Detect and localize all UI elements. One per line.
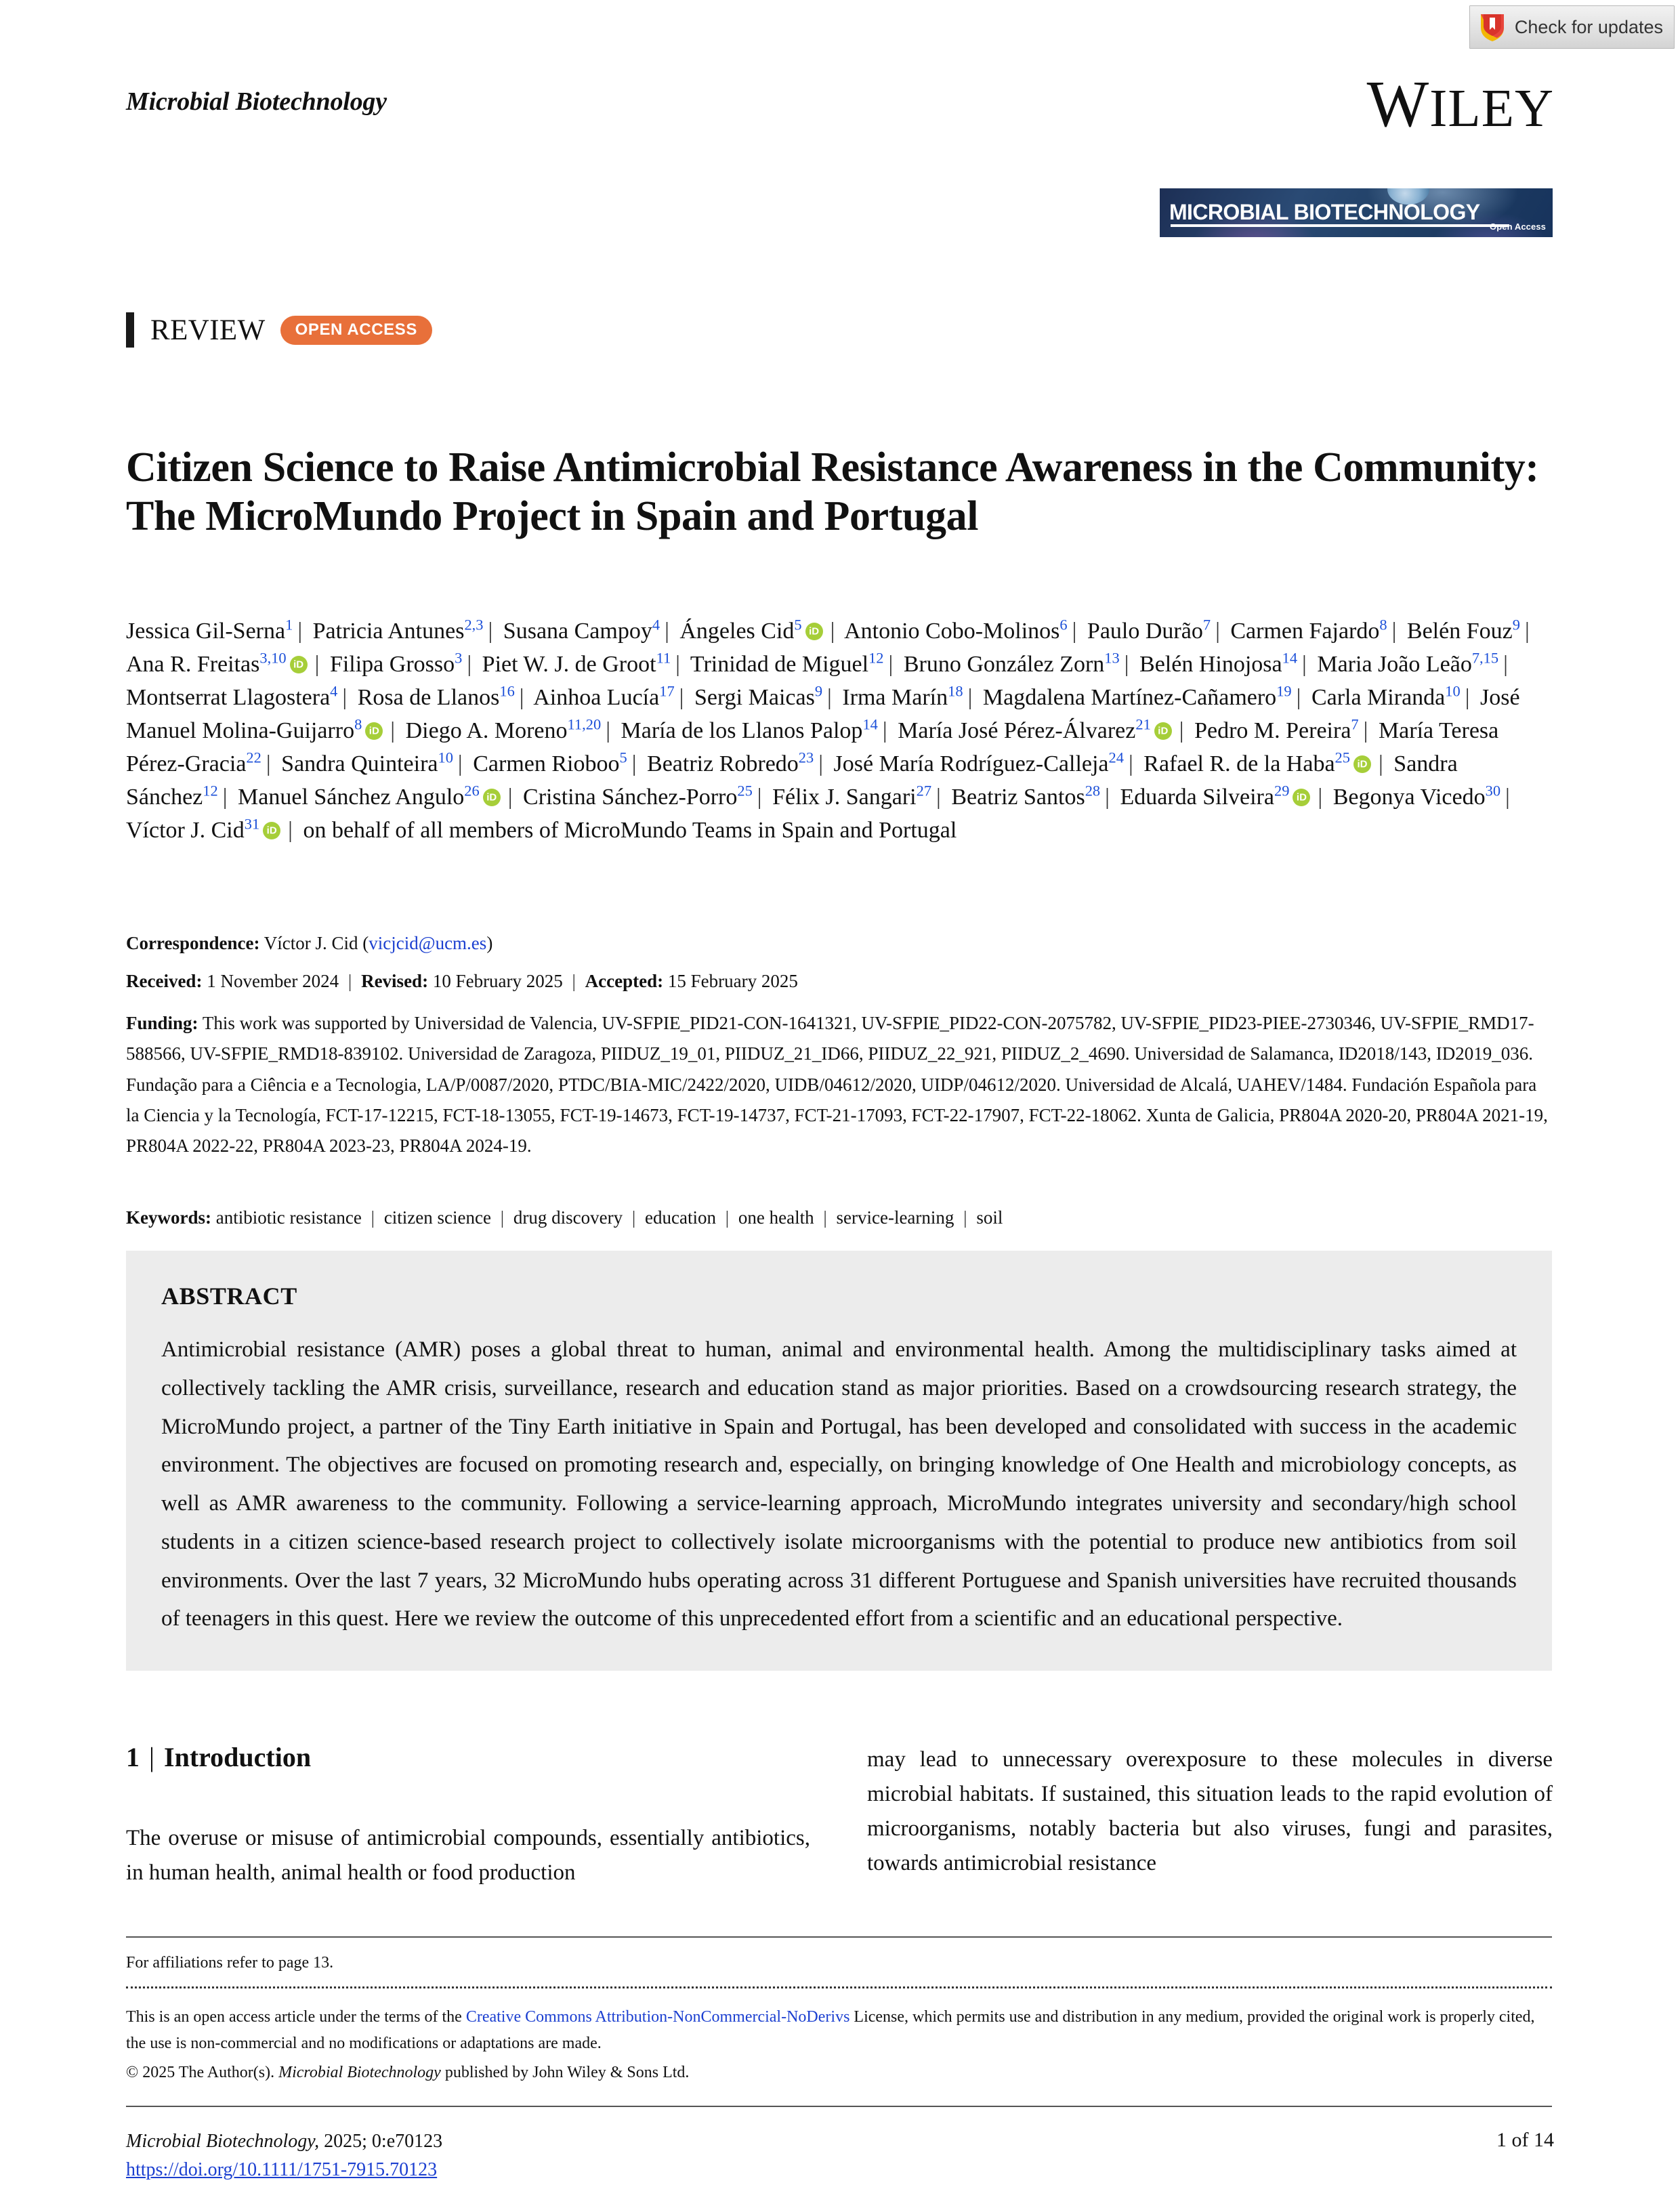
footnote-dotted-rule <box>126 1986 1552 1988</box>
cover-title: MICROBIAL BIOTECHNOLOGY <box>1169 200 1480 224</box>
keywords: Keywords: antibiotic resistance | citizen science | drug discovery | education | one health | service-learning | soil <box>126 1207 1003 1228</box>
section-heading-introduction <box>126 1741 311 1773</box>
correspondence: Correspondence: Víctor J. Cid (vicjcid@ucm.es) <box>126 933 493 953</box>
body-column-left: The overuse or misuse of antimicrobial compounds, essentially antibiotics, in human health, animal health or food production <box>126 1826 810 1886</box>
cover-open-access-label: Open Access <box>1490 222 1546 232</box>
abstract-heading: ABSTRACT <box>161 1283 297 1310</box>
section-number: 1 <box>126 1742 140 1772</box>
article-type-label: REVIEW <box>150 314 266 346</box>
footer-journal-name: Microbial Biotechnology, <box>126 2131 320 2152</box>
footer-citation-rest: 2025; 0:e70123 <box>319 2131 443 2152</box>
open-access-badge: OPEN ACCESS <box>280 316 432 345</box>
footnote-top-rule <box>126 1936 1552 1938</box>
cover-rule <box>1171 224 1509 227</box>
copyright-note: © 2025 The Author(s). Microbial Biotechnology published by John Wiley & Sons Ltd. <box>126 2064 690 2081</box>
journal-name: Microbial Biotechnology <box>126 87 387 116</box>
page-title: Citizen Science to Raise Antimicrobial Resistance Awareness in the Community: The MicroMundo Project in Spain and Portugal <box>126 444 1539 540</box>
article-type-row <box>126 312 432 348</box>
affiliation-note: For affiliations refer to page 13. <box>126 1954 334 1972</box>
crossmark-icon <box>1477 12 1508 43</box>
footer-rule <box>126 2106 1552 2107</box>
page-number: 1 of 14 <box>1496 2129 1554 2151</box>
body-column-right: may lead to unnecessary overexposure to these molecules in diverse microbial habitats. If sustained, this situation leads to the rapid evolution of microorganisms, notably bacteria but also viruses, fungi and parasites, towards antimicrobial resistance <box>867 1747 1553 1876</box>
check-for-updates-label: Check for updates <box>1514 16 1663 37</box>
footer-doi-link[interactable]: https://doi.org/10.1111/1751-7915.70123 <box>126 2159 438 2180</box>
section-divider: | <box>149 1742 155 1772</box>
author-list: Jessica Gil-Serna$^1$ | Patricia Antunes$^{2,3}$ | Susana Campoy$^4$ | Ángeles Cid$^5$ iD | Antonio Cobo-Molinos$^6$ | Paulo Durão$^7$ | Carmen Fajardo$^8$ | Belén Fouz$^9$ | Ana R. Freitas$^{3,10}$ iD | Filipa Grosso$^3$ | Piet W. J. de Groot$^{11}$ | Trinidad de Miguel$^{12}$ | Bruno González Zorn$^{13}$ | Belén Hinojosa$^{14}$ | Maria João Leão$^{7,15}$ | Montserrat Llagostera$^4$ | Rosa de Llanos$^{16}$ | Ainhoa Lucía$^{17}$ | Sergi Maicas$^9$ | Irma Marín$^{18}$ | Magdalena Martínez-Cañamero$^{19}$ | Carla Miranda$^{10}$ | José Manuel Molina-Guijarro$^8$ iD | Diego A. Moreno$^{11,20}$ | María de los Llanos Palop$^{14}$ | María José Pérez-Álvarez$^{21}$ iD | Pedro M. Pereira$^7$ | María Teresa Pérez-Gracia$^{22}$ | Sandra Quinteira$^{10}$ | Carmen Rioboo$^5$ | Beatriz Robredo$^{23}$ | José María Rodríguez-Calleja$^{24}$ | Rafael R. de la Haba$^{25}$ iD | Sandra Sánchez$^{12}$ | Manuel Sánchez Angulo$^{26}$ iD | Cristina Sánchez-Porro$^{25}$ | Félix J. Sangari$^{27}$ | Beatriz Santos$^{28}$ | Eduarda Silveira$^{29}$iD | Begonya Vicedo$^{30}$ | Víctor J. Cid$^{31}$ iD | on behalf of all members of MicroMundo Teams in Spain and Portugal <box>126 615 1552 848</box>
section-title: Introduction <box>164 1742 312 1772</box>
wiley-logo: WILEY <box>1366 68 1554 140</box>
article-type-accent-bar <box>126 312 134 348</box>
journal-cover-banner <box>1160 188 1553 237</box>
abstract-body: Antimicrobial resistance (AMR) poses a global threat to human, animal and environmental health. Among the multidisciplinary tasks aimed at collectively tackling the AMR crisis, surveillance, research and education stand as major priorities. Based on a crowdsourcing research strategy, the MicroMundo project, a partner of the Tiny Earth initiative in Spain and Portugal, has been developed and consolidated with success in the academic environment. The objectives are focused on promoting research and, especially, on bringing knowledge of One Health and microbiology concepts, as well as AMR awareness to the community. Following a service-learning approach, MicroMundo integrates university and secondary/high school students in a citizen science-based research project to collectively isolate microorganisms with the potential to produce new antibiotics from soil environments. Over the last 7 years, 32 MicroMundo hubs operating across 31 different Portuguese and Spanish universities have recruited thousands of teenagers in this quest. Here we review the outcome of this unprecedented effort from a scientific and an educational perspective. <box>161 1337 1517 1631</box>
abstract-section <box>126 1251 1552 1671</box>
check-for-updates-badge[interactable] <box>1469 5 1675 49</box>
license-note: This is an open access article under the terms of the Creative Commons Attribution-NonCommercial-NoDerivs License, which permits use and distribution in any medium, provided the original work is properly cited, the use is non-commercial and no modifications or adaptations are made. <box>126 2008 1535 2052</box>
article-dates: Received: 1 November 2024 | Revised: 10 February 2025 | Accepted: 15 February 2025 <box>126 971 798 991</box>
funding-statement: Funding: This work was supported by Universidad de Valencia, UV-SFPIE_PID21-CON-1641321, UV-SFPIE_PID22-CON-2075782, UV-SFPIE_PID23-PIEE-2730346, UV-SFPIE_RMD17-588566, UV-SFPIE_RMD18-839102. Universidad de Zaragoza, PIIDUZ_19_01, PIIDUZ_21_ID66, PIIDUZ_22_921, PIIDUZ_2_4690. Universidad de Salamanca, ID2018/143, ID2019_036. Fundação para a Ciência e a Tecnologia, LA/P/0087/2020, PTDC/BIA-MIC/2422/2020, UIDB/04612/2020, UIDP/04612/2020. Universidad de Alcalá, UAHEV/1484. Fundación Española para la Ciencia y la Tecnología, FCT-17-12215, FCT-18-13055, FCT-19-14673, FCT-19-14737, FCT-21-17093, FCT-22-17907, FCT-22-18062. Xunta de Galicia, PR804A 2020-20, PR804A 2021-19, PR804A 2022-22, PR804A 2023-23, PR804A 2024-19. <box>126 1013 1548 1157</box>
footer-citation <box>126 2127 442 2184</box>
